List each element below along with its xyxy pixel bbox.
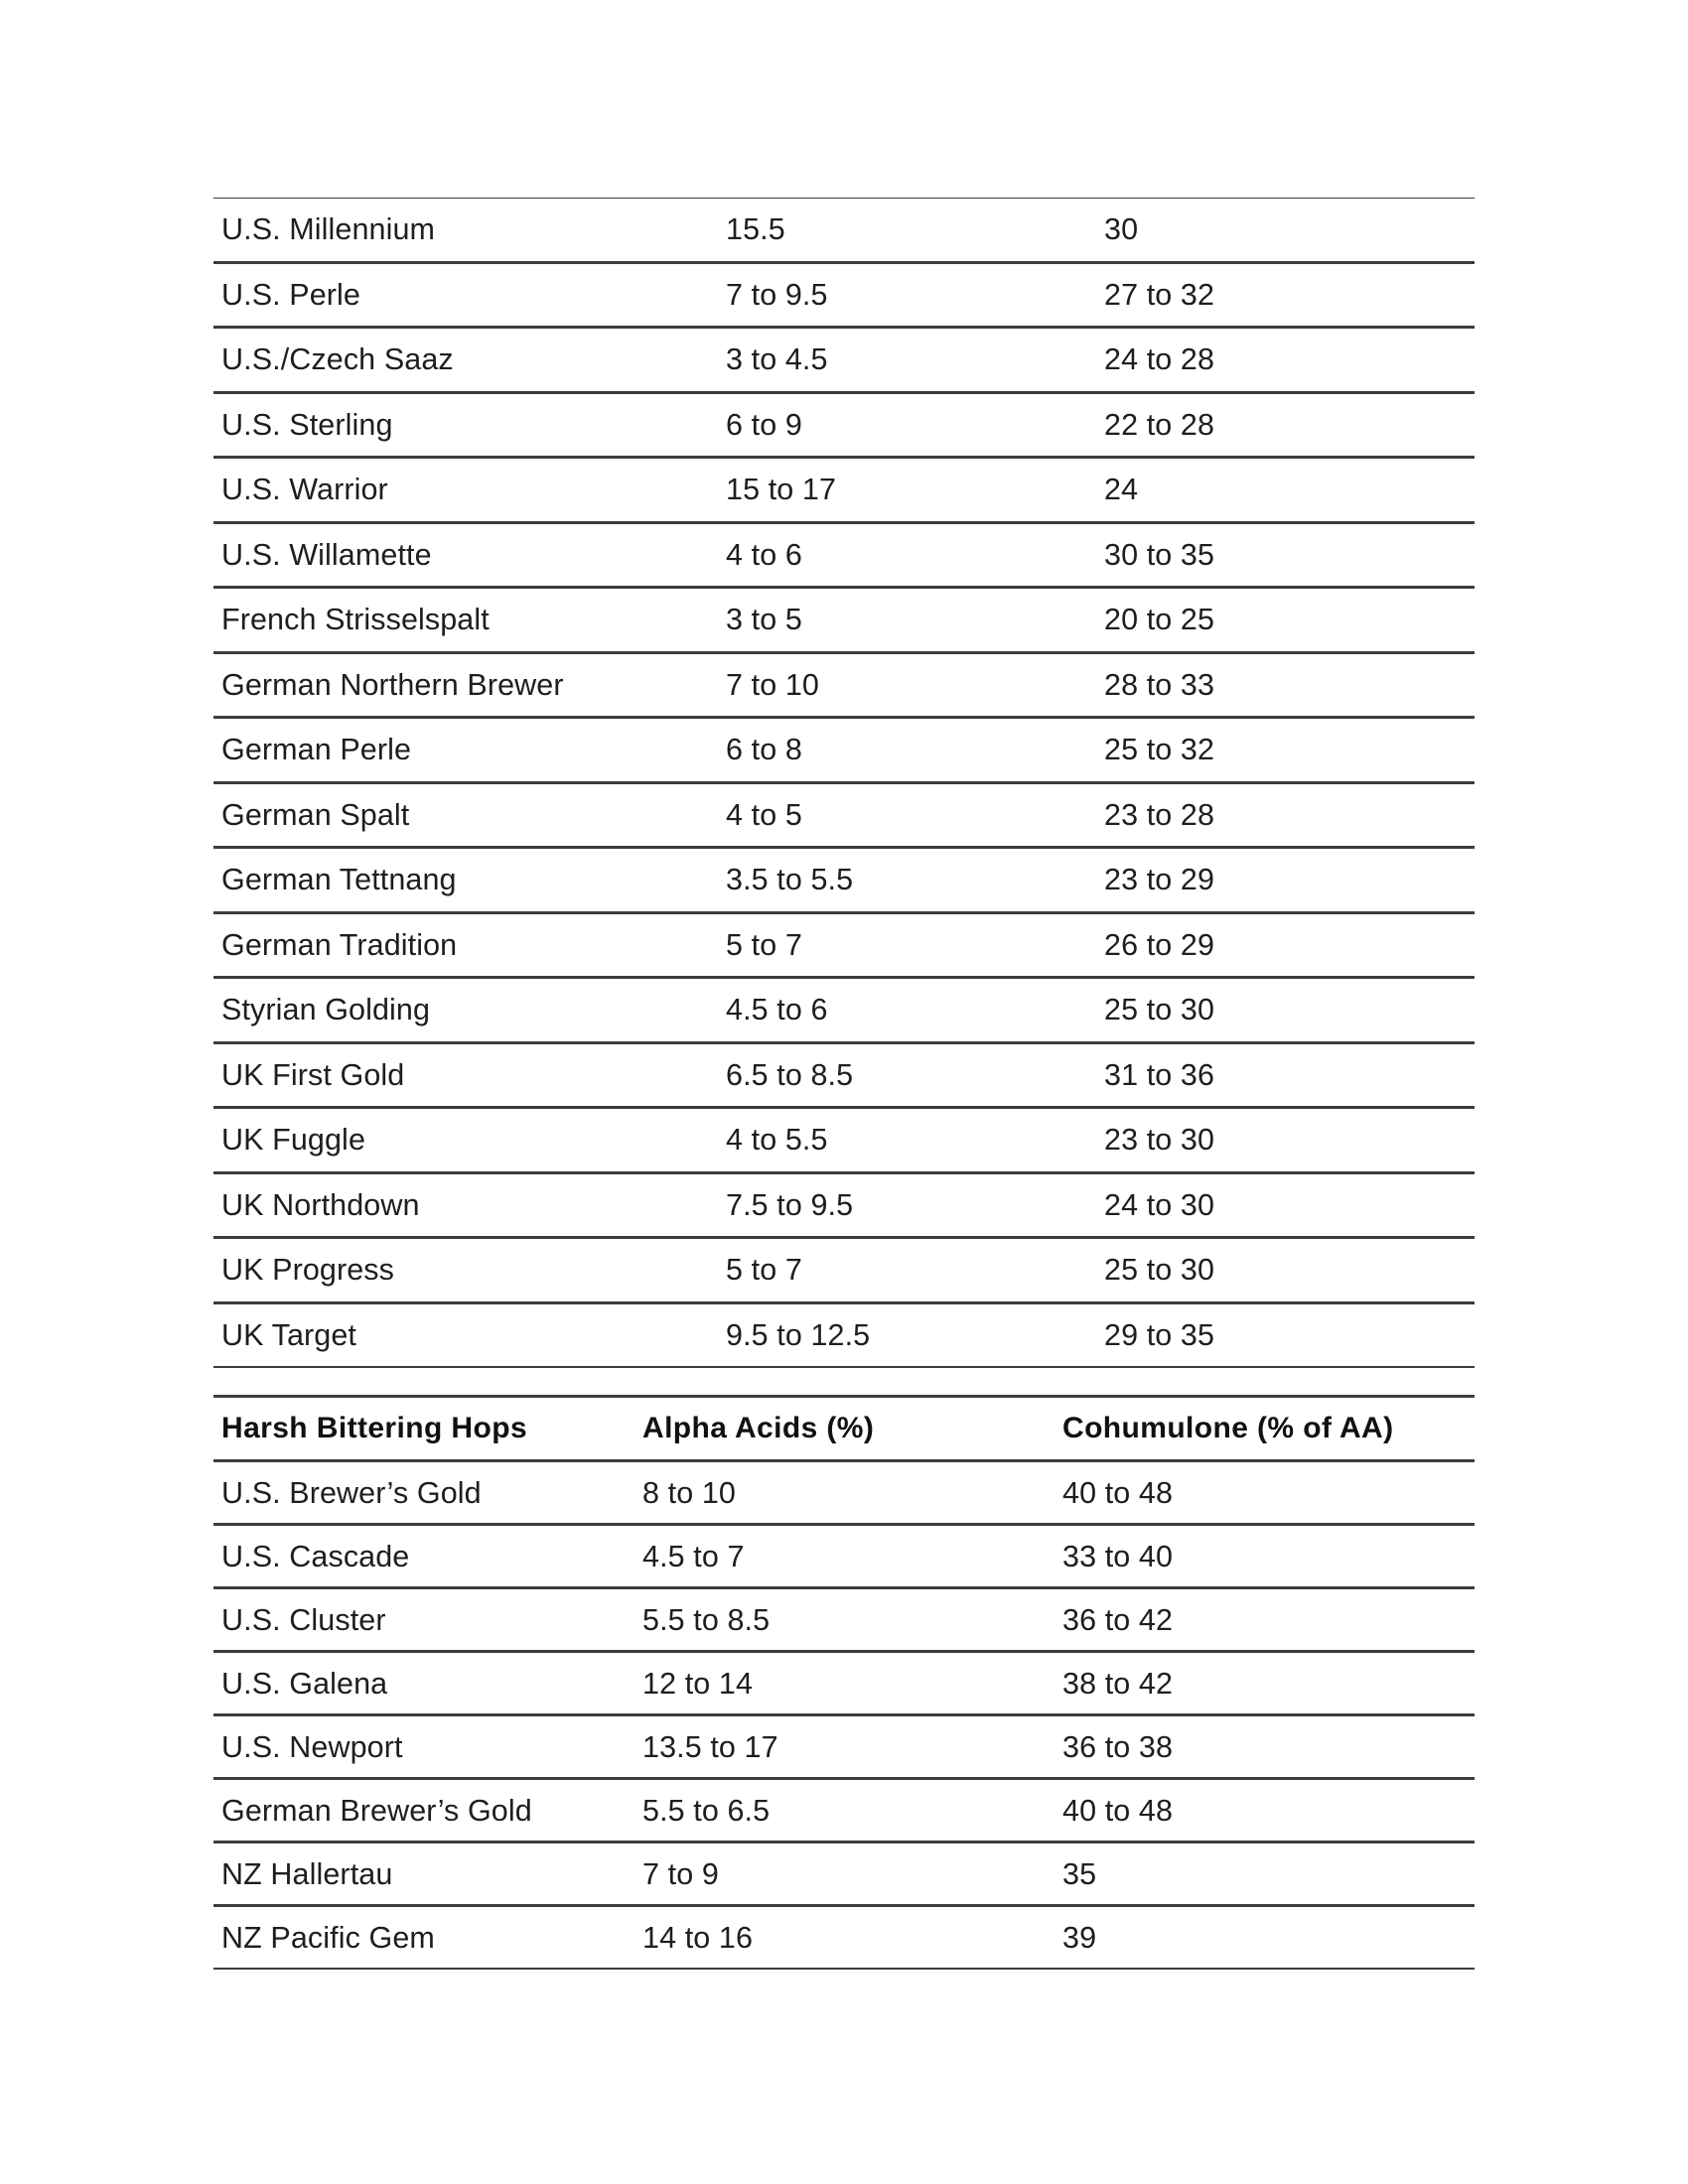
table-row (213, 394, 1475, 460)
hop-name-cell: UK Fuggle (221, 1123, 366, 1157)
alpha-acids-cell: 15.5 (726, 212, 785, 246)
cohumulone-cell: 24 to 28 (1104, 342, 1215, 376)
cohumulone-cell: 40 to 48 (1062, 1794, 1174, 1828)
table-row (213, 654, 1475, 720)
table-row (213, 589, 1475, 654)
hop-name-cell: German Northern Brewer (221, 667, 564, 702)
alpha-acids-cell: 6 to 9 (726, 407, 802, 442)
alpha-acids-cell: 4 to 5 (726, 797, 802, 832)
alpha-acids-cell: 7 to 9.5 (726, 277, 828, 312)
cohumulone-cell: 31 to 36 (1104, 1057, 1215, 1092)
cohumulone-cell: 28 to 33 (1104, 667, 1215, 702)
cohumulone-cell: 36 to 38 (1062, 1730, 1174, 1764)
table-row (213, 1239, 1475, 1304)
cohumulone-cell: 30 (1104, 212, 1139, 246)
hop-name-cell: U.S. Willamette (221, 537, 432, 572)
hop-name-cell: U.S. Warrior (221, 473, 388, 506)
hop-name-cell: Styrian Golding (221, 993, 431, 1026)
cohumulone-cell: 38 to 42 (1062, 1667, 1174, 1701)
table-row (213, 1462, 1475, 1526)
table-row (213, 1653, 1475, 1716)
table-row (213, 459, 1475, 524)
cohumulone-cell: 23 to 28 (1104, 797, 1215, 832)
header-alpha-acids: Alpha Acids (%) (642, 1412, 875, 1444)
alpha-acids-cell: 15 to 17 (726, 473, 837, 506)
hop-name-cell: U.S. Millennium (221, 212, 436, 246)
hop-name-cell: French Strisselspalt (221, 603, 490, 636)
alpha-acids-cell: 5 to 7 (726, 927, 802, 962)
alpha-acids-cell: 4 to 5.5 (726, 1123, 828, 1157)
alpha-acids-cell: 5.5 to 8.5 (642, 1603, 771, 1637)
hop-name-cell: U.S. Perle (221, 277, 360, 312)
cohumulone-cell: 25 to 30 (1104, 993, 1215, 1026)
hop-name-cell: German Brewer’s Gold (221, 1794, 532, 1828)
table-row (213, 1109, 1475, 1174)
cohumulone-cell: 39 (1062, 1921, 1097, 1955)
hop-name-cell: German Perle (221, 733, 412, 766)
table-row (213, 1907, 1475, 1970)
hop-name-cell: UK First Gold (221, 1057, 405, 1092)
hop-name-cell: UK Northdown (221, 1187, 420, 1222)
cohumulone-cell: 27 to 32 (1104, 277, 1215, 312)
alpha-acids-cell: 13.5 to 17 (642, 1730, 778, 1764)
hop-name-cell: U.S. Newport (221, 1730, 403, 1764)
hop-name-cell: German Tettnang (221, 863, 457, 896)
table-row (213, 784, 1475, 850)
alpha-acids-cell: 14 to 16 (642, 1921, 754, 1955)
alpha-acids-cell: 8 to 10 (642, 1476, 736, 1510)
table-row (213, 524, 1475, 590)
header-hop-name: Harsh Bittering Hops (221, 1412, 528, 1444)
cohumulone-cell: 33 to 40 (1062, 1540, 1174, 1573)
alpha-acids-cell: 3.5 to 5.5 (726, 863, 854, 896)
hop-name-cell: UK Target (221, 1317, 356, 1352)
table-row (213, 1526, 1475, 1589)
table-row (213, 1044, 1475, 1110)
cohumulone-cell: 24 (1104, 473, 1139, 506)
table-row (213, 719, 1475, 784)
alpha-acids-cell: 7.5 to 9.5 (726, 1187, 854, 1222)
hop-name-cell: U.S./Czech Saaz (221, 342, 454, 376)
table-row (213, 1304, 1475, 1369)
table-row (213, 914, 1475, 980)
hops-table-continued (213, 198, 1475, 1368)
alpha-acids-cell: 3 to 4.5 (726, 342, 828, 376)
alpha-acids-cell: 3 to 5 (726, 603, 802, 636)
alpha-acids-cell: 4.5 to 7 (642, 1540, 745, 1573)
hop-name-cell: NZ Hallertau (221, 1857, 393, 1891)
alpha-acids-cell: 5 to 7 (726, 1253, 802, 1287)
table-header-row (213, 1395, 1475, 1462)
hop-name-cell: U.S. Sterling (221, 407, 393, 442)
cohumulone-cell: 40 to 48 (1062, 1476, 1174, 1510)
header-cohumulone: Cohumulone (% of AA) (1062, 1412, 1394, 1444)
hop-name-cell: German Tradition (221, 927, 458, 962)
table-row (213, 264, 1475, 330)
table-row (213, 1589, 1475, 1653)
alpha-acids-cell: 6 to 8 (726, 733, 802, 766)
cohumulone-cell: 30 to 35 (1104, 537, 1215, 572)
cohumulone-cell: 23 to 29 (1104, 863, 1215, 896)
alpha-acids-cell: 7 to 9 (642, 1857, 719, 1891)
alpha-acids-cell: 4 to 6 (726, 537, 802, 572)
hop-name-cell: U.S. Brewer’s Gold (221, 1476, 482, 1510)
cohumulone-cell: 25 to 32 (1104, 733, 1215, 766)
alpha-acids-cell: 4.5 to 6 (726, 993, 828, 1026)
hop-name-cell: U.S. Cluster (221, 1603, 386, 1637)
hop-name-cell: NZ Pacific Gem (221, 1921, 435, 1955)
alpha-acids-cell: 5.5 to 6.5 (642, 1794, 771, 1828)
cohumulone-cell: 25 to 30 (1104, 1253, 1215, 1287)
hop-name-cell: UK Progress (221, 1253, 394, 1287)
table-row (213, 1716, 1475, 1780)
cohumulone-cell: 35 (1062, 1857, 1097, 1891)
cohumulone-cell: 23 to 30 (1104, 1123, 1215, 1157)
table-row (213, 198, 1475, 264)
table-row (213, 1174, 1475, 1240)
alpha-acids-cell: 12 to 14 (642, 1667, 754, 1701)
hop-name-cell: U.S. Galena (221, 1667, 388, 1701)
table-row (213, 1780, 1475, 1843)
table-row (213, 849, 1475, 914)
cohumulone-cell: 36 to 42 (1062, 1603, 1174, 1637)
table-row (213, 329, 1475, 394)
table-row (213, 1843, 1475, 1907)
cohumulone-cell: 26 to 29 (1104, 927, 1215, 962)
cohumulone-cell: 29 to 35 (1104, 1317, 1215, 1352)
alpha-acids-cell: 9.5 to 12.5 (726, 1317, 871, 1352)
cohumulone-cell: 24 to 30 (1104, 1187, 1215, 1222)
cohumulone-cell: 22 to 28 (1104, 407, 1215, 442)
alpha-acids-cell: 7 to 10 (726, 667, 819, 702)
table-row (213, 979, 1475, 1044)
cohumulone-cell: 20 to 25 (1104, 603, 1215, 636)
harsh-bittering-hops-table (213, 1395, 1475, 1970)
alpha-acids-cell: 6.5 to 8.5 (726, 1057, 854, 1092)
hop-name-cell: German Spalt (221, 797, 410, 832)
hop-name-cell: U.S. Cascade (221, 1540, 410, 1573)
